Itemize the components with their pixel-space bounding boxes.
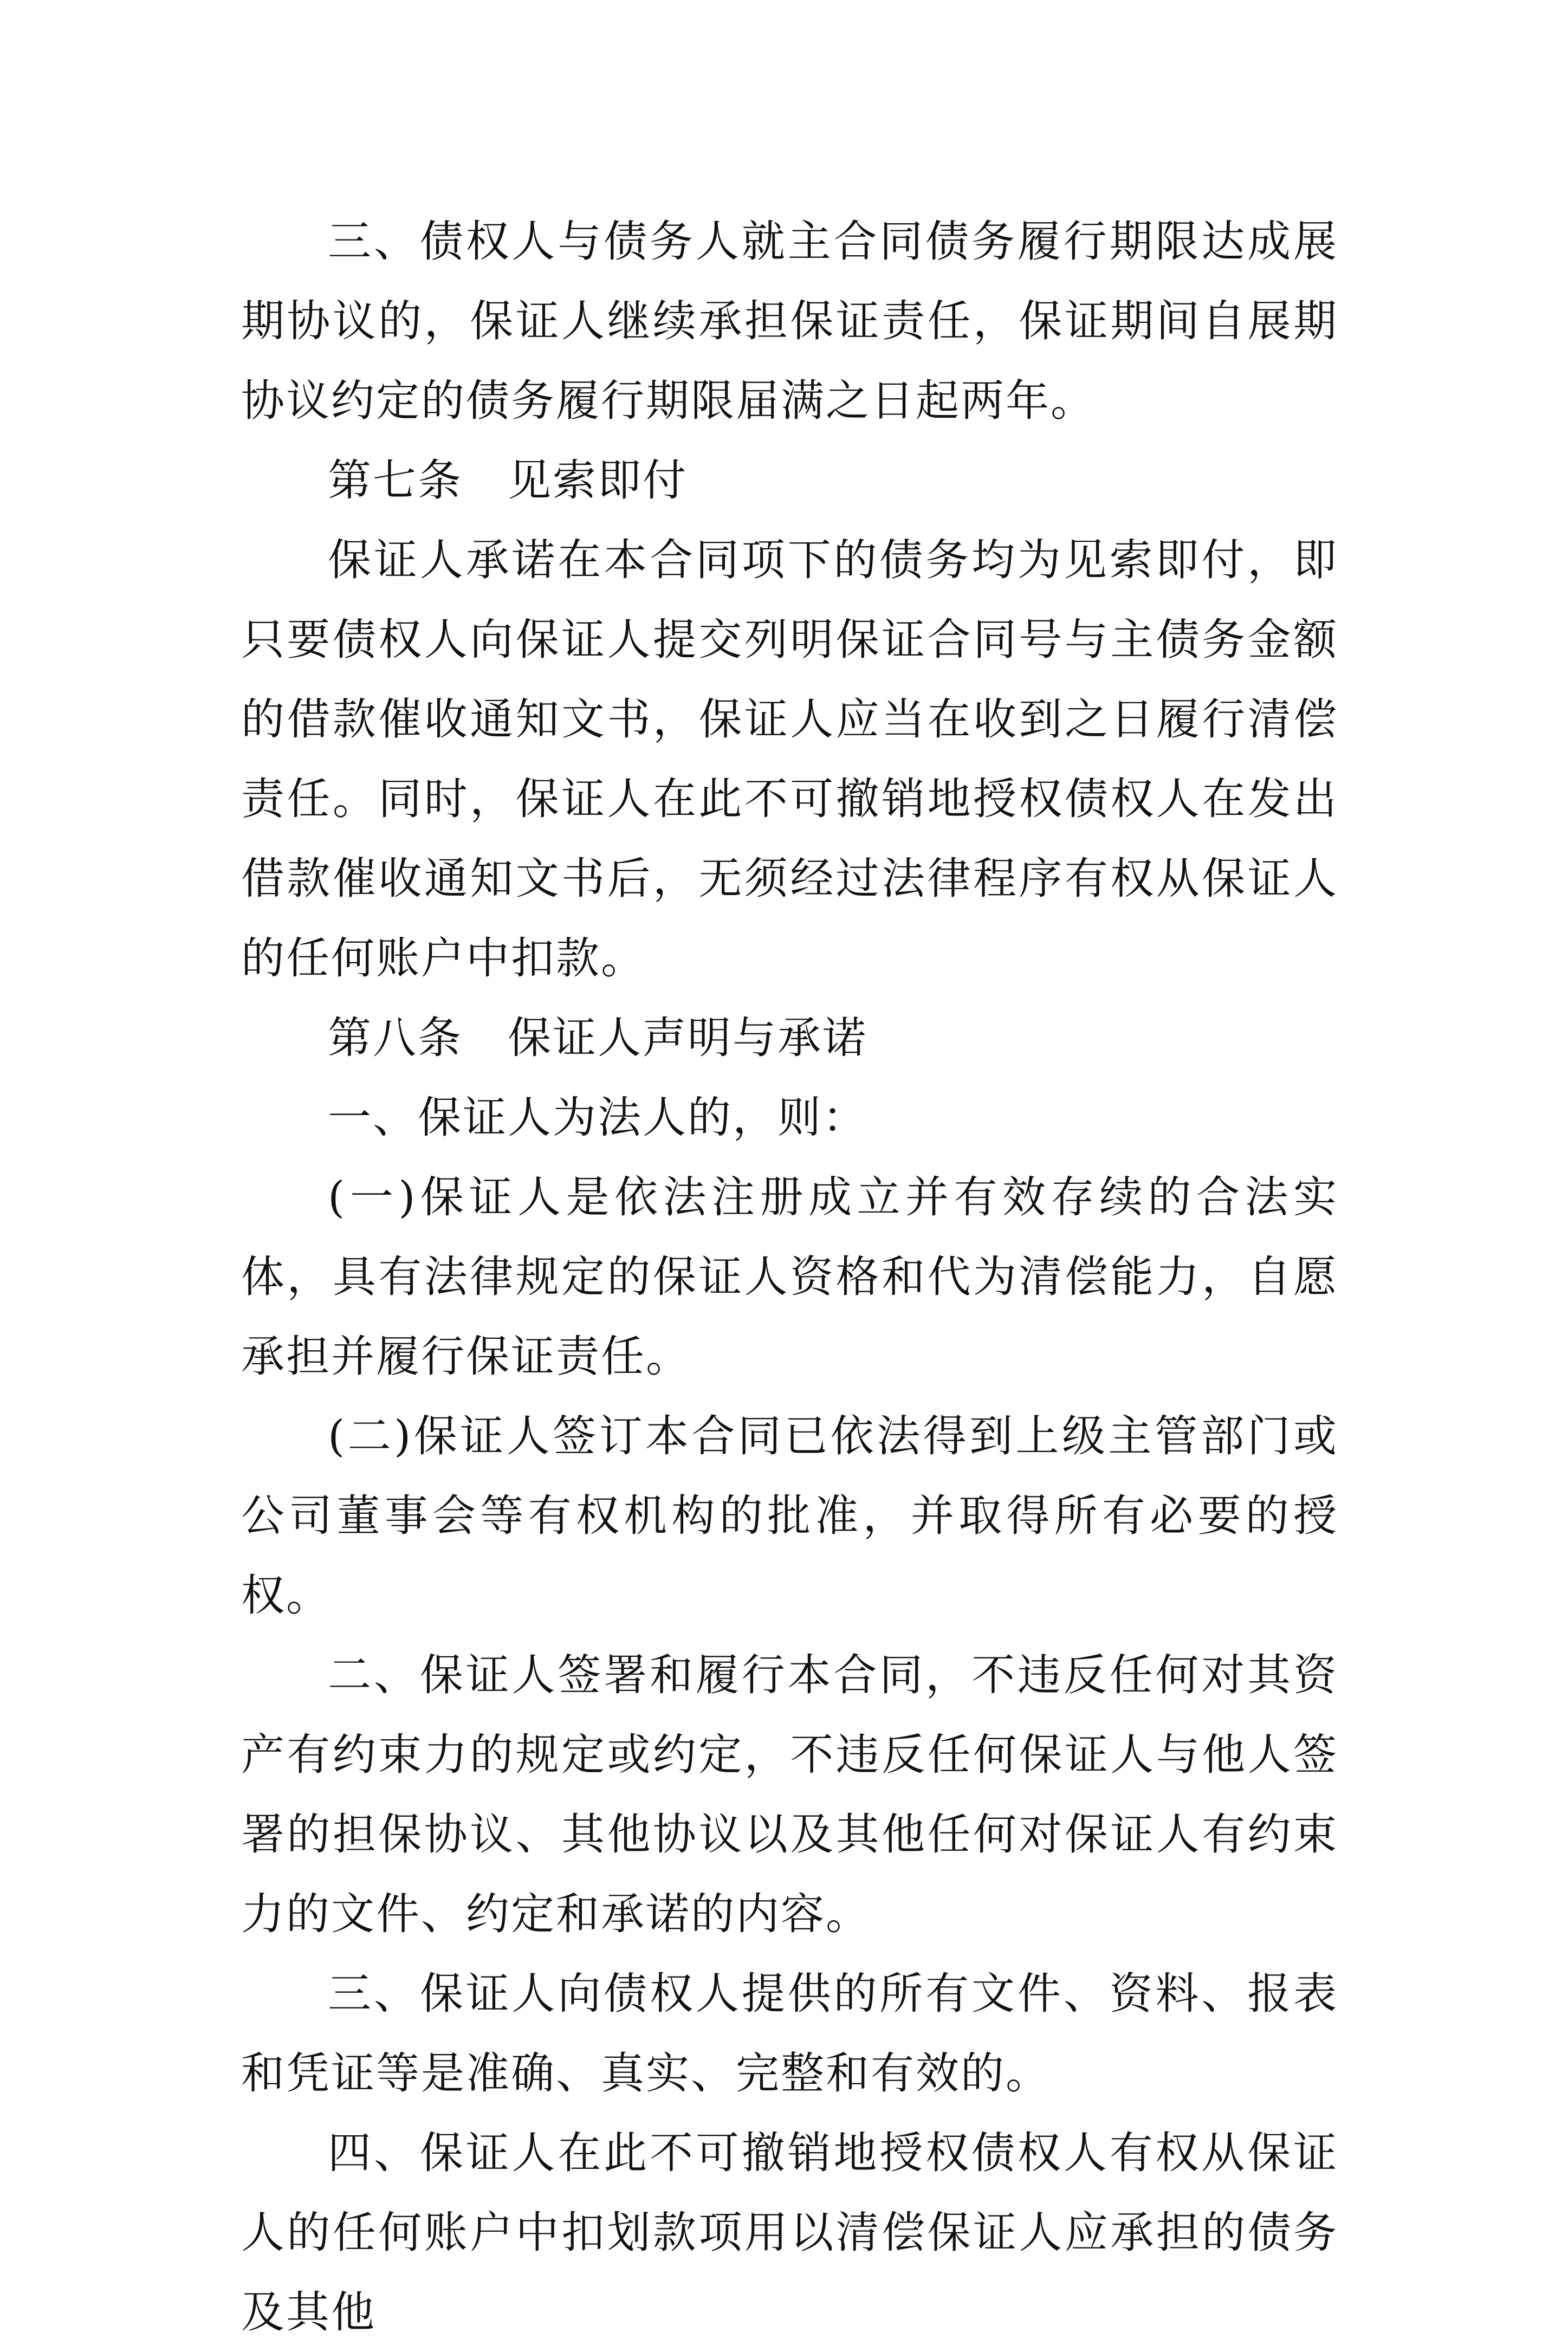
article-7-heading: 第七条 见索即付 [328, 455, 688, 506]
article-8-heading: 第八条 保证人声明与承诺 [328, 1013, 867, 1063]
paragraph-legal-person-intro: 一、保证人为法人的，则： [328, 1092, 867, 1143]
document-body [241, 202, 1338, 2352]
paragraph-extension-clause: 三、债权人与债务人就主合同债务履行期限达成展期协议的，保证人继续承担保证责任，保证期间自展期协议约定的债务履行期限届满之日起两年。 [241, 216, 1338, 426]
paragraph-item-1-1: (一)保证人是依法注册成立并有效存续的合法实体，具有法律规定的保证人资格和代为清偿能力，自愿承担并履行保证责任。 [241, 1172, 1338, 1382]
paragraph-item-4: 四、保证人在此不可撤销地授权债权人有权从保证人的任何账户中扣划款项用以清偿保证人应承担的债务及其他 [241, 2128, 1338, 2337]
paragraph-item-1-2: (二)保证人签订本合同已依法得到上级主管部门或公司董事会等有权机构的批准，并取得所有必要的授权。 [241, 1411, 1338, 1621]
paragraph-item-3: 三、保证人向债权人提供的所有文件、资料、报表和凭证等是准确、真实、完整和有效的。 [241, 1968, 1338, 2098]
paragraph-item-2: 二、保证人签署和履行本合同，不违反任何对其资产有约束力的规定或约定，不违反任何保证人与他人签署的担保协议、其他协议以及其他任何对保证人有约束力的文件、约定和承诺的内容。 [241, 1650, 1338, 1939]
paragraph-on-demand-payment: 保证人承诺在本合同项下的债务均为见索即付，即只要债权人向保证人提交列明保证合同号与主债务金额的借款催收通知文书，保证人应当在收到之日履行清偿责任。同时，保证人在此不可撤销地授权债权人在发出借款催收通知文书后，无须经过法律程序有权从保证人的任何账户中扣款。 [241, 535, 1338, 983]
